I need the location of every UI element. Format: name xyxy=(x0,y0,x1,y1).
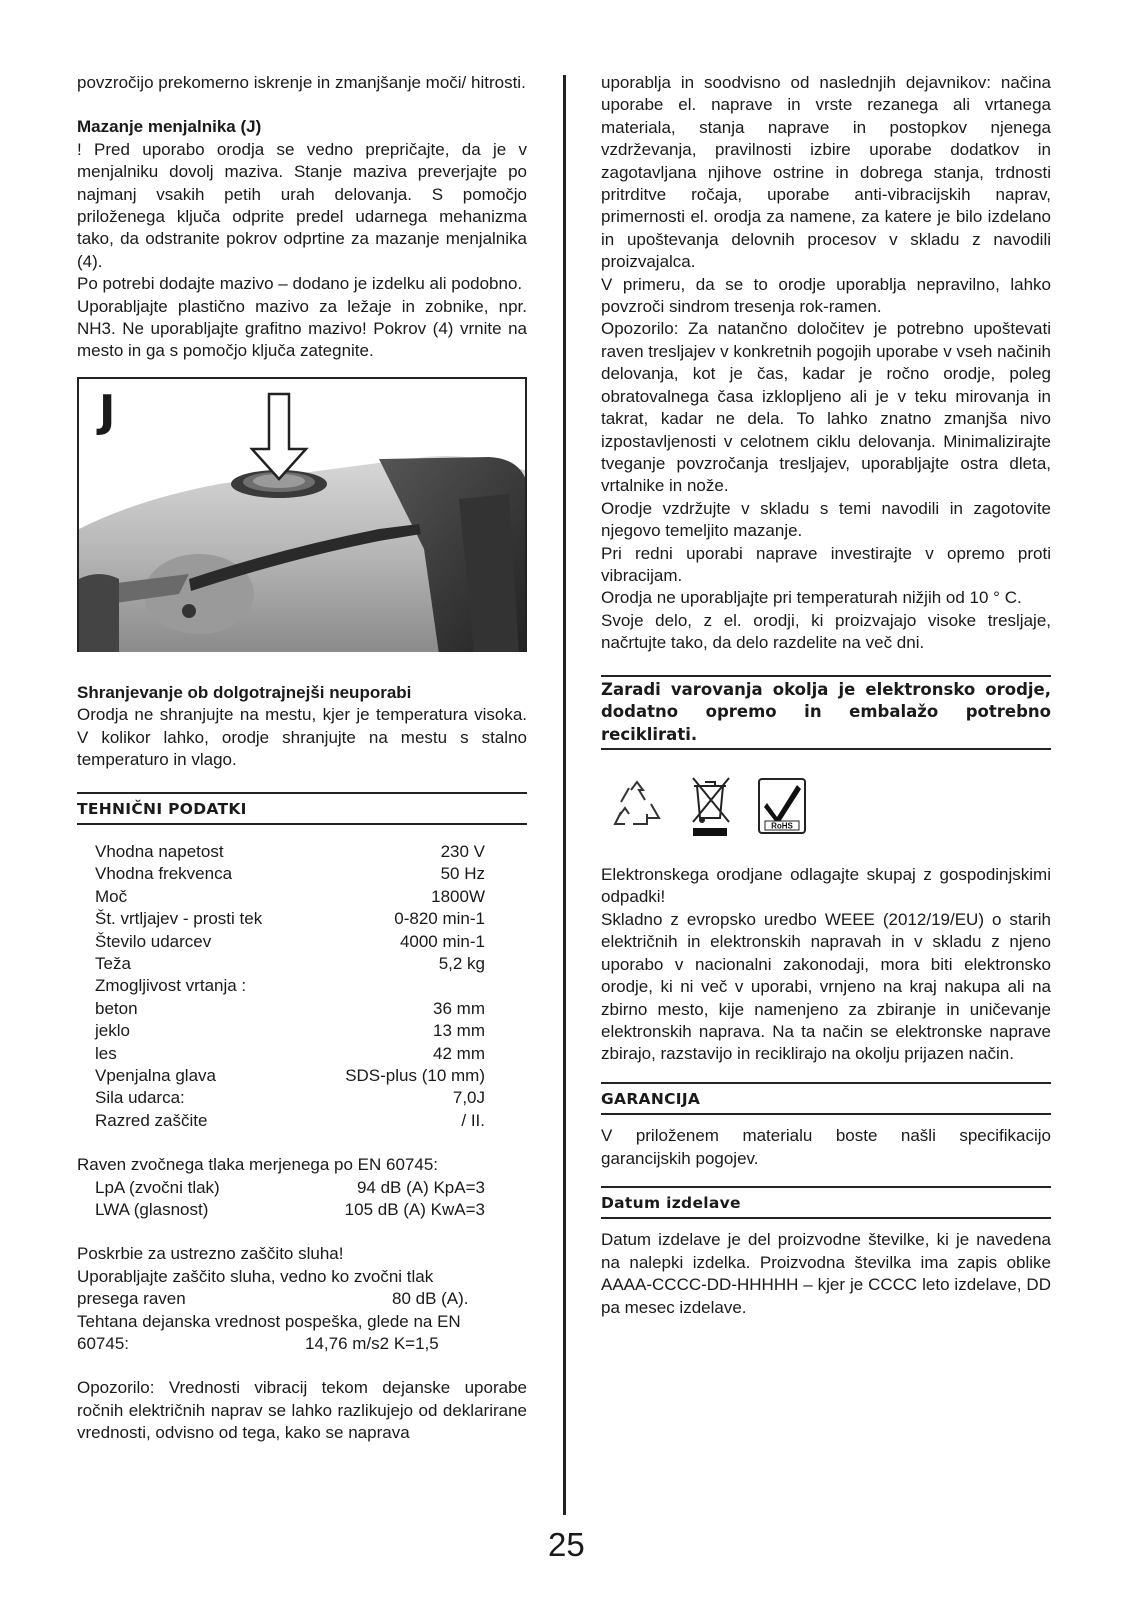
manufacture-date-heading: Datum izdelave xyxy=(601,1186,1051,1219)
hearing-level-label: presega raven xyxy=(77,1289,186,1309)
spec-row-label: jeklo xyxy=(95,1021,130,1041)
noise-row-value: 94 dB (A) KpA=3 xyxy=(356,1177,485,1197)
page-number: 25 xyxy=(548,1526,585,1563)
spec-row-label: Razred zaščite xyxy=(95,1110,208,1130)
spec-row xyxy=(95,1110,485,1132)
noise-table xyxy=(95,1177,485,1222)
hearing-level-value: 80 dB (A). xyxy=(392,1289,469,1309)
intro-text: povzročijo prekomerno iskrenje in zmanjšanje moči/ hitrosti. xyxy=(77,73,526,92)
spec-row-label: Sila udarca: xyxy=(95,1088,185,1108)
noise-row-label: LpA (zvočni tlak) xyxy=(95,1177,220,1197)
spec-row xyxy=(95,841,485,863)
spec-row xyxy=(95,931,485,953)
spec-row-value: 0-820 min-1 xyxy=(394,909,485,929)
noise-row-label: LWA (glasnost) xyxy=(95,1200,209,1219)
spec-row-value: 50 Hz xyxy=(440,864,485,884)
temperature-text: Orodja ne uporabljajte pri temperaturah nižjih od 10 ° C. xyxy=(601,588,1022,608)
acceleration-standard: 60745: xyxy=(77,1334,129,1354)
environment-heading: Zaradi varovanja okolja je elektronsko orodje, dodatno opremo in embalažo potrebno reciklirati. xyxy=(601,675,1051,751)
spec-row-label: Moč xyxy=(95,886,128,906)
spec-row-value xyxy=(307,975,485,997)
hearing-line-1: Poskrbie za ustrezno zaščito sluha! xyxy=(77,1244,344,1264)
noise-row xyxy=(95,1199,485,1221)
right-column xyxy=(601,72,1051,1319)
spec-row xyxy=(95,1020,485,1042)
rohs-label: RoHS xyxy=(771,821,793,831)
spec-row-value: 1800W xyxy=(431,886,485,906)
spec-row xyxy=(95,1043,485,1065)
spec-row-value: 36 mm xyxy=(433,998,485,1018)
spec-row-value: 7,0J xyxy=(452,1088,485,1108)
spec-row xyxy=(95,1065,485,1087)
acceleration-line-1: Tehtana dejanska vrednost pospeška, glede na EN xyxy=(77,1311,461,1331)
acceleration-line-2 xyxy=(77,1333,527,1355)
work-planning-text: Svoje delo, z el. orodji, ki proizvajajo visoke tresljaje, načrtujte tako, da delo razdelite na več dni. xyxy=(601,610,1051,653)
spec-row-value: 42 mm xyxy=(433,1043,485,1063)
spec-row-label: les xyxy=(95,1043,117,1063)
maintenance-text: Orodje vzdržujte v skladu s temi navodili in zagotovite njegovo temeljito mazanje. xyxy=(601,498,1051,541)
spec-row-label: beton xyxy=(95,998,138,1018)
weee-directive-text: Skladno z evropsko uredbo WEEE (2012/19/EU) o starih električnih in elektronskih napravah in v skladu z njeno uporabo v nacionalni zakonodaji, mora biti elektronsko orodje, ki ni več v uporabi, vrnjeno na kraj nakupa ali na zbirno mesto, kije namenjeno za zbiranje in uničevanje elektronskih naprava. Na ta način se elektronske naprave zbirajo, razstavijo in reciklirajo na okolju prijazen način. xyxy=(601,909,1051,1064)
lubrication-title: Mazanje menjalnika (J) xyxy=(77,117,262,137)
lubrication-paragraph-2: Po potrebi dodajte mazivo – dodano je izdelku ali podobno. xyxy=(77,274,523,294)
hearing-line-2: Uporabljajte zaščito sluha, vedno ko zvočni tlak xyxy=(77,1266,434,1286)
drill-illustration xyxy=(79,379,527,652)
rohs-icon xyxy=(757,777,807,835)
spec-row-label: Zmogljivost vrtanja : xyxy=(95,976,247,996)
spec-row-value: 230 V xyxy=(440,841,485,861)
spec-row xyxy=(95,886,485,908)
spec-row xyxy=(95,998,485,1020)
vibration-factors: uporablja in soodvisno od naslednjih dejavnikov: načina uporabe el. naprave in vrste rezanega ali vrtanega materiala, stanja naprave in postopkov njenega vzdrževanja, pravilnosti izbire uporabe dodatkov in zagotavljana njihove ostrine in dobrega stanja, trdnosti pritrditve ročaja, uporabe anti-vibracijskih naprav, primernosti el. orodja za namene, za katere je bilo izdelano in upoštevanja delovnih procesov v skladu z navodili proizvajalca. xyxy=(601,73,1051,272)
lubrication-paragraph-1: ! Pred uporabo orodja se vedno prepričajte, da je v menjalniku dovolj maziva. Stanje maziva preverjajte po najmanj vsakih petih urah delovanja. S pomočjo priloženega ključa odprite predel udarnega mehanizma tako, da odstranite pokrov odprtine za mazanje menjalnika (4). xyxy=(77,139,527,271)
noise-title: Raven zvočnega tlaka merjenega po EN 60745: xyxy=(77,1155,439,1175)
spec-row-label: Število udarcev xyxy=(95,931,212,951)
spec-row-label: Vpenjalna glava xyxy=(95,1065,216,1085)
spec-row-label: Vhodna napetost xyxy=(95,841,224,861)
spec-row xyxy=(95,908,485,930)
manufacture-date-text: Datum izdelave je del proizvodne številke, ki je navedena na nalepki izdelka. Proizvodna številka ima zapis oblike AAAA-CCCC-DD-HHHHH – kjer je CCCC leto izdelave, DD pa mesec izdelave. xyxy=(601,1230,1051,1317)
disposal-icons xyxy=(611,768,1051,844)
anti-vibration-text: Pri redni uporabi naprave investirajte v opremo proti vibracijam. xyxy=(601,543,1051,585)
storage-title: Shranjevanje ob dolgotrajnejši neuporabi xyxy=(77,682,412,702)
column-divider xyxy=(563,75,566,1515)
spec-row-label: Vhodna frekvenca xyxy=(95,864,233,884)
hearing-line-3 xyxy=(77,1288,527,1310)
spec-row-label: Št. vrtljajev - prosti tek xyxy=(95,909,263,929)
spec-row-value: 4000 min-1 xyxy=(399,931,485,951)
spec-row xyxy=(95,975,485,997)
spec-row xyxy=(95,863,485,885)
spec-row xyxy=(95,1087,485,1109)
recycle-icon xyxy=(611,780,663,832)
technical-specs-table xyxy=(95,841,485,1132)
weee-crossed-bin-icon xyxy=(685,774,735,838)
spec-row-value: 13 mm xyxy=(433,1021,485,1041)
lubrication-paragraph-3: Uporabljajte plastično mazivo za ležaje in zobnike, npr. NH3. Ne uporabljajte grafitno mazivo! Pokrov (4) vrnite na mesto in ga s pomočjo ključa zategnite. xyxy=(77,296,527,361)
vibration-exposure-warning: Opozorilo: Za natančno določitev je potrebno upoštevati raven tresljajev v konkretnih pogojih uporabe v vseh načinih delovanja, kot je čas, kadar je ročno orodje, poleg obratovalnega časa izklopljeno ali je v teku mirovanja in takrat, kadar ne dela. To lahko znatno zmanjša nivo izpostavljenosti v celotnem ciklu delovanja. Minimalizirajte tveganje povzročanja tresljajev, uporabljajte ostra dleta, vrtalnike in nože. xyxy=(601,319,1051,496)
warranty-text: V priloženem materialu boste našli specifikacijo garancijskih pogojev. xyxy=(601,1126,1051,1168)
spec-row-value: SDS-plus (10 mm) xyxy=(345,1065,485,1085)
spec-row-label: Teža xyxy=(95,953,131,973)
warranty-heading: GARANCIJA xyxy=(601,1082,1051,1115)
vibration-warning: Opozorilo: Vrednosti vibracij tekom dejanske uporabe ročnih električnih naprav se lahko razlikujejo od deklarirane vrednosti, odvisno od tega, kako se naprava xyxy=(77,1378,527,1443)
noise-row-value: 105 dB (A) KwA=3 xyxy=(344,1200,485,1219)
spec-row xyxy=(95,953,485,975)
acceleration-value: 14,76 m/s2 K=1,5 xyxy=(305,1334,439,1354)
spec-row-value: / II. xyxy=(461,1110,485,1130)
vibration-syndrome: V primeru, da se to orodje uporablja nepravilno, lahko povzroči sindrom tresenja rok-ramen. xyxy=(601,274,1051,317)
spec-row-value: 5,2 kg xyxy=(438,953,485,973)
disposal-warning: Elektronskega orodjane odlagajte skupaj z gospodinjskimi odpadki! xyxy=(601,865,1051,907)
figure-label: J xyxy=(99,385,116,437)
figure-j-gearbox-lubrication xyxy=(77,377,527,652)
technical-data-heading: TEHNIČNI PODATKI xyxy=(77,792,527,825)
noise-row xyxy=(95,1177,485,1199)
left-column xyxy=(77,72,527,1445)
storage-text: Orodja ne shranjujte na mestu, kjer je temperatura visoka. V kolikor lahko, orodje shranjujte na mestu s stalno temperaturo in vlago. xyxy=(77,705,527,770)
